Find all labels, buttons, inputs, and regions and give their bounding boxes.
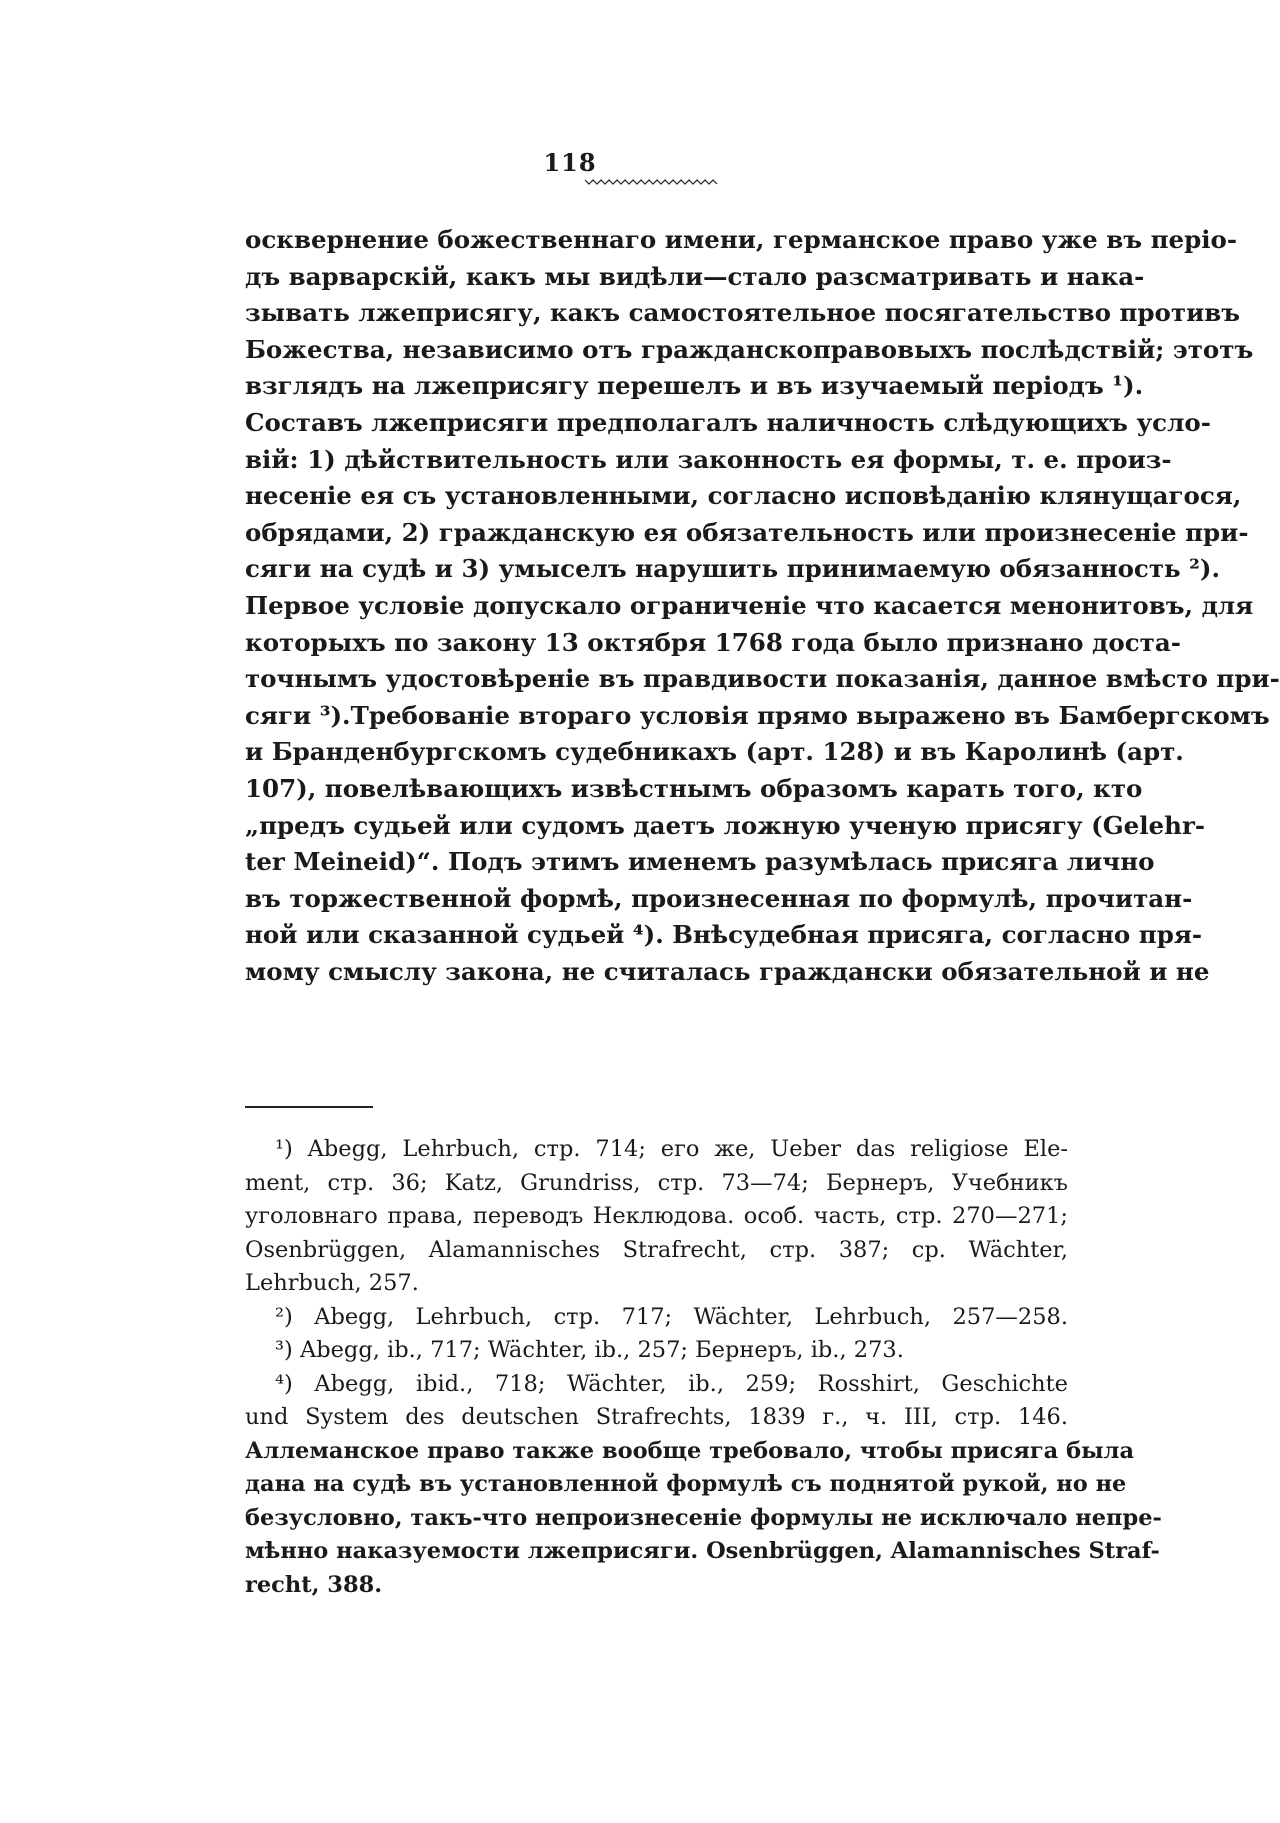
footnote-line: мѣнно наказуемости лжеприсяги. Osenbrüggen, Alamannisches Straf- [245, 1538, 1160, 1564]
text-line: сяги на судѣ и 3) умыселъ нарушить принимаемую обязанность ²). [245, 554, 1221, 584]
text-line: точнымъ удостовѣреніе въ правдивости показанія, данное вмѣсто при- [245, 664, 1280, 694]
text-line: мому смыслу закона, не считалась граждански обязательной и не [245, 956, 1210, 986]
footnote-line: дана на судѣ въ установленной формулѣ съ поднятой рукой, но не [245, 1471, 1127, 1497]
footnote-line: Lehrbuch, 257. [245, 1270, 419, 1296]
footnote-3: ³) Abegg, ib., 717; Wächter, ib., 257; Бернеръ, ib., 273. [275, 1337, 904, 1363]
text-line: взглядъ на лжеприсягу перешелъ и въ изучаемый періодъ ¹). [245, 371, 1144, 401]
text-line: дъ варварскій, какъ мы видѣли—стало разсматривать и нака- [245, 261, 1145, 291]
text-line: 107), повелѣвающихъ извѣстнымъ образомъ карать того, кто [245, 773, 1143, 803]
text-line: осквернение божественнаго имени, германское право уже въ періо- [245, 225, 1238, 254]
text-line: которыхъ по закону 13 октября 1768 года было признано доста- [245, 627, 1181, 657]
text-line: Составъ лжеприсяги предполагалъ наличность слѣдующихъ усло- [245, 407, 1211, 437]
footnote-separator [245, 1106, 373, 1108]
footnote-line: ment, стр. 36; Katz, Grundriss, стр. 73—74; Бернеръ, Учебникъ [245, 1169, 1068, 1196]
text-line: Первое условіе допускало ограниченіе что касается менонитовъ, для [245, 590, 1254, 620]
footnote-line: Аллеманское право также вообще требовало, чтобы присяга была [245, 1437, 1135, 1464]
text-line: несеніе ея съ установленными, согласно исповѣданію клянущагося, [245, 481, 1242, 511]
text-line: вій: 1) дѣйствительность или законность ея формы, т. е. произ- [245, 444, 1172, 474]
footnote-4: ⁴) Abegg, ibid., 718; Wächter, ib., 259; Rosshirt, Geschichte [275, 1370, 1068, 1397]
footnote-line: recht, 388. [245, 1571, 383, 1598]
text-line: обрядами, 2) гражданскую ея обязательность или произнесеніе при- [245, 517, 1249, 547]
text-line: ter Meineid)“. Подъ этимъ именемъ разумѣлась присяга лично [245, 847, 1155, 877]
footnote-line: уголовнаго права, переводъ Неклюдова. особ. часть, стр. 270—271; [245, 1203, 1068, 1229]
text-line: въ торжественной формѣ, произнесенная по формулѣ, прочитан- [245, 883, 1193, 913]
footnote-2: ²) Abegg, Lehrbuch, стр. 717; Wächter, Lehrbuch, 257—258. [275, 1303, 1068, 1330]
text-line: сяги ³).Требованіе втораго условія прямо выражено въ Бамбергскомъ [245, 700, 1270, 730]
footnote-line: безусловно, такъ-что непроизнесеніе формулы не исключало непре- [245, 1504, 1162, 1531]
text-line: зывать лжеприсягу, какъ самостоятельное посягательство противъ [245, 298, 1241, 328]
text-line: Божества, независимо отъ гражданскоправовыхъ послѣдствій; этотъ [245, 334, 1254, 364]
text-line: „предъ судьей или судомъ даетъ ложную ученую присягу (Gelehr- [245, 810, 1206, 840]
footnote-line: Osenbrüggen, Alamannisches Strafrecht, стр. 387; ср. Wächter, [245, 1236, 1068, 1263]
decorative-wavy-rule [585, 178, 717, 186]
text-line: ной или сказанной судьей ⁴). Внѣсудебная присяга, согласно пря- [245, 920, 1203, 950]
text-line: и Бранденбургскомъ судебникахъ (арт. 128) и въ Каролинѣ (арт. [245, 737, 1184, 767]
page-number: 118 [543, 148, 597, 177]
footnote-1: ¹) Abegg, Lehrbuch, стр. 714; его же, Ueber das religiose Ele- [275, 1136, 1068, 1162]
main-text [245, 222, 1280, 990]
footnotes [245, 1133, 1162, 1602]
footnote-line: und System des deutschen Strafrechts, 1839 г., ч. III, стр. 146. [245, 1404, 1068, 1430]
